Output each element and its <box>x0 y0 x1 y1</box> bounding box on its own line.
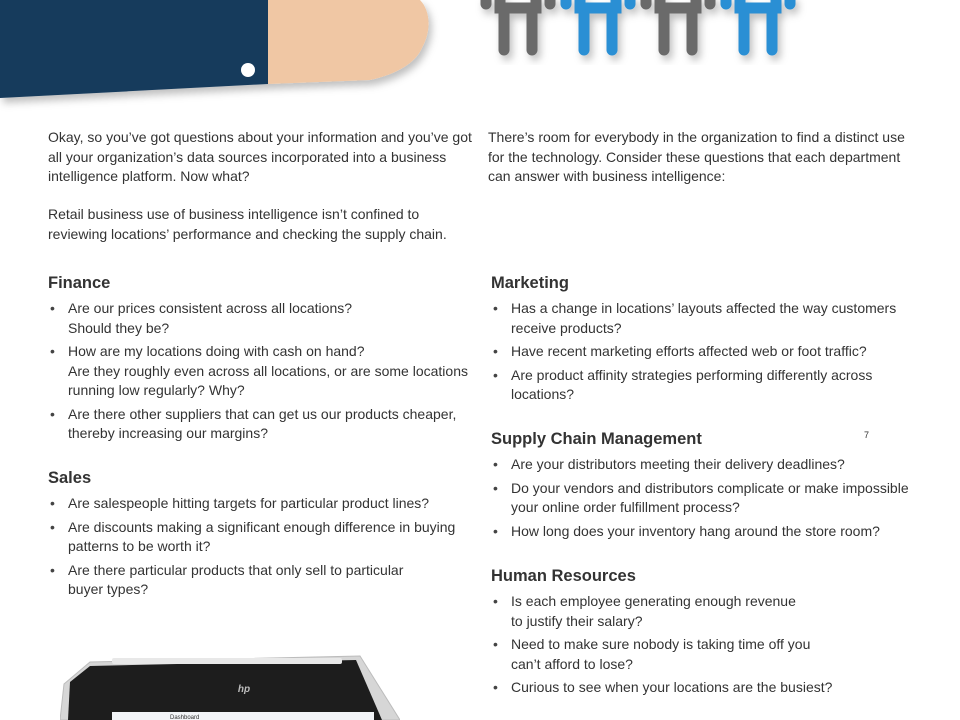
finance-heading: Finance <box>48 274 111 292</box>
list-item: • Is each employee generating enough revenue to justify their salary? <box>491 592 916 631</box>
intro-paragraph-1: Okay, so you’ve got questions about your information and you’ve got all your organization’s data sources incorporated into a business intelligence platform. Now what? <box>48 129 472 184</box>
list-item: • Need to make sure nobody is taking time off you can’t afford to lose? <box>491 635 916 674</box>
list-item: • Are salespeople hitting targets for particular product lines? <box>48 494 473 514</box>
supply-chain-section <box>491 430 916 545</box>
finance-list <box>48 299 473 444</box>
cufflink-button <box>241 63 255 77</box>
list-item: • Are discounts making a significant enough difference in buying patterns to be worth it? <box>48 518 473 557</box>
list-item: • How are my locations doing with cash on hand? Are they roughly even across all locations, or are some locations running low regularly? Why? <box>48 342 473 401</box>
list-item: • How long does your inventory hang around the store room? <box>491 522 916 542</box>
dashboard-title: Dashboard <box>170 715 200 720</box>
supply-chain-list <box>491 455 916 541</box>
marketing-list <box>491 299 916 405</box>
sales-list <box>48 494 473 600</box>
laptop-illustration <box>60 640 400 720</box>
list-item: • Are there particular products that only sell to particular buyer types? <box>48 561 473 600</box>
intro-paragraph-2: Retail business use of business intelligence isn’t confined to reviewing locations’ performance and checking the supply chain. <box>48 206 447 242</box>
sales-heading: Sales <box>48 469 92 487</box>
laptop-hinge <box>112 658 342 664</box>
list-item: • Are our prices consistent across all locations? Should they be? <box>48 299 473 338</box>
intro-paragraph-right: There’s room for everybody in the organization to find a distinct use for the technology. Consider these questions that each department can answer with business intelligence: <box>488 129 905 184</box>
hp-logo: hp <box>237 684 251 695</box>
marketing-section <box>491 274 916 409</box>
hr-heading: Human Resources <box>491 567 636 585</box>
list-item: • Are your distributors meeting their delivery deadlines? <box>491 455 916 475</box>
list-item: • Has a change in locations’ layouts affected the way customers receive products? <box>491 299 916 338</box>
page-number: 7 <box>864 430 870 440</box>
list-item: • Are product affinity strategies performing differently across locations? <box>491 366 916 405</box>
list-item: • Have recent marketing efforts affected web or foot traffic? <box>491 342 916 362</box>
finance-section <box>48 274 473 448</box>
marketing-heading: Marketing <box>491 274 569 292</box>
people-figures <box>486 0 790 50</box>
hr-section <box>491 567 916 702</box>
list-item: • Do your vendors and distributors complicate or make impossible your online order fulfillment process? <box>491 479 916 518</box>
supply-chain-heading: Supply Chain Management <box>491 430 702 448</box>
laptop-screen <box>112 712 374 720</box>
hero-illustration <box>0 0 960 120</box>
list-item: • Curious to see when your locations are the busiest? <box>491 678 916 698</box>
hr-list <box>491 592 916 698</box>
list-item: • Are there other suppliers that can get us our products cheaper, thereby increasing our margins? <box>48 405 473 444</box>
sleeve-arm <box>0 0 429 98</box>
sales-section <box>48 469 473 604</box>
